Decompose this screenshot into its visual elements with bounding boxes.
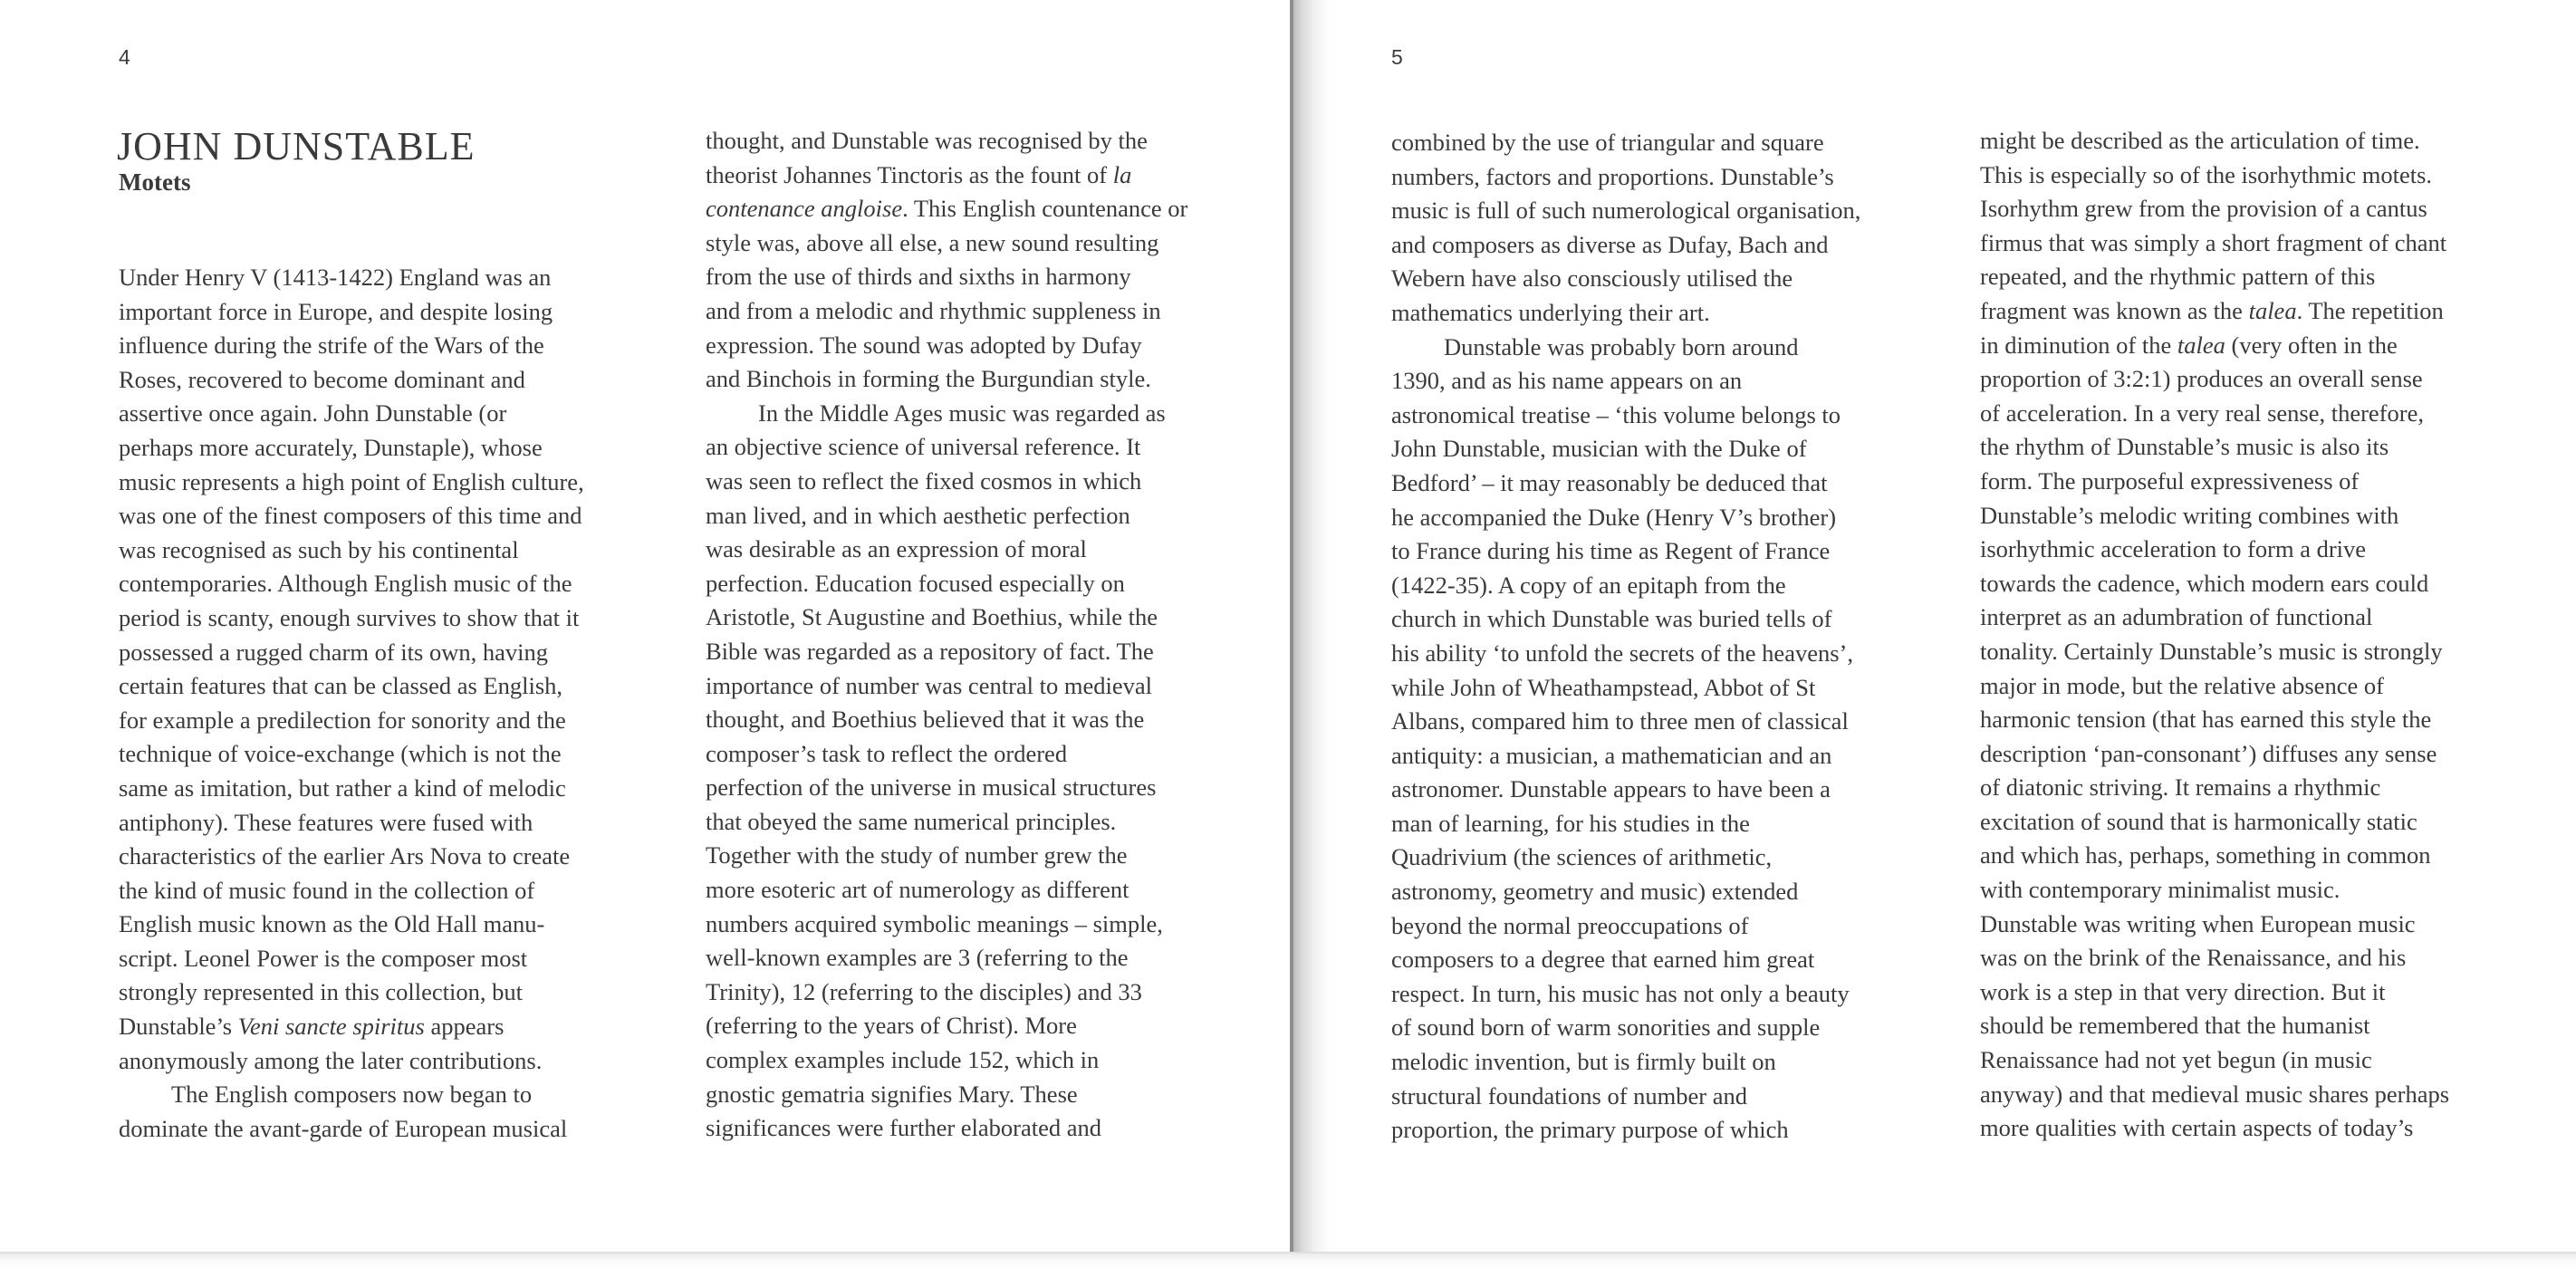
text-run: Bible was regarded as a repository of fact. The [706,637,1154,665]
text-run: respect. In turn, his music has not only a beauty [1391,979,1850,1007]
text-run: from the use of thirds and sixths in harmony [706,263,1131,291]
text-run: man of learning, for his studies in the [1391,809,1750,837]
text-line [706,465,1213,499]
text-run: The English composers now began to [171,1081,533,1109]
text-line [119,329,626,363]
text-run: perfection of the universe in musical structures [706,773,1157,802]
text-line [119,704,626,738]
text-run: astronomy, geometry and music) extended [1391,878,1799,906]
text-line [1391,671,1898,706]
text-line [119,975,626,1010]
text-line [1391,909,1898,944]
text-run: 1390, and as his name appears on an [1391,367,1743,395]
text-run: of sound born of warm sonorities and supple [1391,1013,1821,1042]
text-run: importance of number was central to medieval [706,671,1153,699]
text-line [1391,569,1898,603]
text-line [706,329,1213,363]
text-run: should be remembered that the humanist [1980,1012,2370,1040]
text-run: firmus that was simply a short fragment of chant [1980,228,2447,256]
text-line [119,1112,626,1147]
text-line [119,261,626,295]
text-run: music is full of such numerological organisation, [1391,197,1861,225]
text-line [119,1044,626,1079]
text-line [1391,977,1898,1012]
text-line [706,941,1213,975]
text-column-3 [1391,126,1898,1148]
text-run: antiquity: a musician, a mathematician and an [1391,741,1832,769]
text-line [1980,635,2487,669]
text-run: (1422-35). A copy of an epitaph from the [1391,571,1786,599]
text-line [119,772,626,806]
text-run: appears [424,1013,505,1041]
text-line [1391,875,1898,909]
text-run: was on the brink of the Renaissance, and his [1980,944,2407,972]
text-line [119,636,626,670]
text-line [1391,1045,1898,1080]
text-line [119,840,626,874]
text-run: certain features that can be classed as English, [119,672,563,700]
text-line [119,363,626,398]
text-line [706,533,1213,567]
text-line [706,908,1213,942]
text-line [1391,160,1898,195]
text-line [119,295,626,330]
text-column-1 [119,261,626,1146]
text-run: interpret as an adumbration of functional [1980,603,2373,631]
text-run: with contemporary minimalist music. [1980,876,2341,904]
text-run: he accompanied the Duke (Henry V’s brother) [1391,503,1837,531]
text-run: man lived, and in which aesthetic perfection [706,501,1130,529]
text-run: the rhythm of Dunstable’s music is also its [1980,433,2389,461]
text-run: beyond the normal preoccupations of [1391,911,1749,939]
text-run: Webern have also consciously utilised the [1391,264,1793,293]
text-run: more esoteric art of numerology as different [706,876,1129,904]
text-line [119,533,626,568]
italic-text: talea [2248,296,2297,324]
text-line [1391,296,1898,331]
text-line [1980,465,2487,499]
text-run: gnostic gematria signifies Mary. These [706,1080,1078,1108]
text-line [1391,739,1898,773]
text-run: influence during the strife of the Wars of the [119,331,544,360]
text-line [1980,908,2487,942]
text-line [1980,873,2487,908]
text-run: church in which Dunstable was buried tells of [1391,605,1832,633]
text-line [1391,262,1898,296]
text-line [119,806,626,841]
text-line [1391,126,1898,160]
text-line [119,466,626,500]
text-line [1980,192,2487,226]
text-run: perhaps more accurately, Dunstaple), whose [119,433,543,461]
text-run: work is a step in that very direction. But it [1980,977,2386,1005]
text-run: structural foundations of number and [1391,1081,1747,1110]
text-run: assertive once again. John Dunstable (or [119,399,507,427]
text-run: (very often in the [2225,331,2398,359]
text-line [1980,567,2487,601]
text-run: of acceleration. In a very real sense, therefore, [1980,399,2424,427]
page-bottom-edge [0,1252,2576,1268]
text-line [1391,466,1898,501]
text-run: perfection. Education focused especially on [706,569,1125,597]
text-line [1980,1009,2487,1043]
text-line [706,669,1213,704]
text-line [1980,260,2487,294]
text-line [706,294,1213,329]
text-run: Quadrivium (the sciences of arithmetic, [1391,843,1773,871]
text-line [1980,1078,2487,1112]
text-run: proportion, the primary purpose of which [1391,1116,1789,1144]
text-line [1980,362,2487,397]
text-line [1391,773,1898,807]
text-line [1391,705,1898,739]
text-line [119,1010,626,1044]
text-run: anyway) and that medieval music shares perhaps [1980,1080,2450,1108]
text-run: form. The purposeful expressiveness of [1980,466,2360,495]
text-run: Aristotle, St Augustine and Boethius, while the [706,603,1158,631]
text-run: . The repetition [2296,296,2444,324]
text-line [119,942,626,976]
text-run: well-known examples are 3 (referring to the [706,944,1129,972]
text-run: dominate the avant-garde of European musical [119,1114,568,1142]
text-line [1980,430,2487,465]
text-line [1980,737,2487,772]
text-run: tonality. Certainly Dunstable’s music is strongly [1980,637,2443,665]
text-run: repeated, and the rhythmic pattern of this [1980,263,2376,291]
text-line [706,1009,1213,1043]
text-run: Bedford’ – it may reasonably be deduced that [1391,468,1828,496]
text-run: of diatonic striving. It remains a rhythmic [1980,773,2381,802]
text-line [1980,941,2487,975]
text-run: was one of the finest composers of this time and [119,502,582,530]
page-number: 4 [119,45,130,69]
text-run: characteristics of the earlier Ars Nova to create [119,842,571,870]
text-line [1391,364,1898,399]
italic-text: la [1112,160,1132,188]
text-line [119,499,626,533]
italic-text: Veni sancte spiritus [237,1013,425,1041]
text-run: Under Henry V (1413-1422) England was an [119,264,552,291]
text-run: and Binchois in forming the Burgundian style. [706,365,1151,393]
page-number: 5 [1391,45,1403,69]
text-line [706,260,1213,294]
text-line [119,737,626,772]
italic-text: talea [2177,331,2225,359]
text-line [1980,771,2487,805]
text-line [706,1111,1213,1146]
text-run: . This English countenance or [902,195,1188,223]
text-line [706,158,1213,193]
text-line [706,635,1213,669]
text-run: Dunstable’s [119,1013,238,1041]
text-line [1391,399,1898,433]
text-run: Isorhythm grew from the provision of a cantus [1980,195,2427,223]
text-run: thought, and Boethius believed that it was the [706,706,1145,734]
article-subtitle: Motets [119,168,191,196]
text-run: Together with the study of number grew the [706,841,1128,869]
text-line [1980,805,2487,840]
text-run: Dunstable was writing when European music [1980,909,2416,937]
text-run: complex examples include 152, which in [706,1046,1100,1074]
text-line [1980,329,2487,363]
text-line [119,397,626,431]
text-run: major in mode, but the relative absence of [1980,671,2384,699]
text-line [706,771,1213,805]
text-line [1980,226,2487,261]
text-line [1391,602,1898,637]
text-line [1980,669,2487,704]
text-run: Dunstable was probably born around [1444,332,1799,360]
text-line [1980,1043,2487,1078]
text-run: was seen to reflect the fixed cosmos in which [706,466,1142,495]
text-line [119,908,626,942]
article-title: JOHN DUNSTABLE [117,124,476,168]
text-run: antiphony). These features were fused with [119,808,533,836]
text-line [1391,194,1898,228]
text-run: Trinity), 12 (referring to the disciples) and 33 [706,977,1142,1005]
text-run: technique of voice-exchange (which is not the [119,740,562,768]
text-run: Dunstable’s melodic writing combines with [1980,501,2399,529]
text-line [1391,637,1898,671]
text-line [706,124,1213,158]
text-run: and composers as diverse as Dufay, Bach and [1391,230,1829,258]
text-line [1391,432,1898,466]
text-run: composers to a degree that earned him great [1391,946,1815,974]
text-run: Roses, recovered to become dominant and [119,365,525,393]
text-line [706,430,1213,465]
text-line [706,600,1213,635]
text-line [706,499,1213,533]
text-line [706,737,1213,772]
text-line [1980,124,2487,158]
text-line [706,839,1213,873]
text-run: that obeyed the same numerical principles. [706,807,1117,835]
text-run: mathematics underlying their art. [1391,298,1710,326]
text-line [706,567,1213,601]
text-line [706,703,1213,737]
text-run: script. Leonel Power is the composer most [119,944,528,972]
text-run: description ‘pan-consonant’) diffuses any sense [1980,739,2437,767]
text-line [706,192,1213,226]
text-run: music represents a high point of English culture, [119,467,584,495]
text-line [1980,158,2487,193]
text-run: towards the cadence, which modern ears could [1980,569,2429,597]
text-run: the kind of music found in the collection of [119,876,535,904]
text-line [1980,499,2487,533]
text-run: anonymously among the later contributions. [119,1046,543,1074]
text-column-2 [706,124,1213,1146]
text-line [706,1043,1213,1078]
text-line [706,873,1213,908]
text-line [1391,1011,1898,1045]
text-run: might be described as the articulation of time. [1980,127,2420,154]
text-run: his ability ‘to unfold the secrets of the heavens’, [1391,639,1853,667]
text-line [1391,331,1898,365]
text-line [706,397,1213,431]
text-run: was desirable as an expression of moral [706,535,1087,563]
text-line [1391,943,1898,977]
text-run: possessed a rugged charm of its own, having [119,638,548,666]
text-line [1391,1113,1898,1148]
text-column-4 [1980,124,2487,1146]
text-line [706,805,1213,840]
book-spine [1290,0,1293,1254]
text-run: numbers acquired symbolic meanings – simple, [706,909,1163,937]
text-run: in diminution of the [1980,331,2177,359]
text-line [1391,228,1898,263]
text-run: more qualities with certain aspects of today’s [1980,1114,2414,1142]
text-line [706,226,1213,261]
text-run: and from a melodic and rhythmic suppleness in [706,296,1161,324]
left-page [0,0,1290,1254]
text-run: important force in Europe, and despite losing [119,297,553,325]
text-run: excitation of sound that is harmonically static [1980,807,2417,835]
text-run: theorist Johannes Tinctoris as the fount of [706,160,1113,188]
text-line [1391,501,1898,535]
text-run: expression. The sound was adopted by Dufay [706,331,1142,359]
spine-shadow [1293,0,1330,1254]
text-line [1980,839,2487,873]
text-line [706,1078,1213,1112]
text-line [119,669,626,704]
text-run: proportion of 3:2:1) produces an overall sense [1980,365,2423,393]
text-run: significances were further elaborated and [706,1114,1102,1142]
right-page [1290,0,2576,1254]
text-run: English music known as the Old Hall manu- [119,910,545,938]
text-run: for example a predilection for sonority and the [119,706,566,734]
text-line [1980,294,2487,329]
text-line [1391,1080,1898,1114]
text-run: same as imitation, but rather a kind of melodic [119,773,566,802]
text-line [706,975,1213,1010]
text-run: John Dunstable, musician with the Duke of [1391,435,1807,463]
text-run: This is especially so of the isorhythmic motets. [1980,160,2433,188]
text-run: an objective science of universal reference. It [706,433,1141,461]
text-line [1980,975,2487,1010]
text-run: isorhythmic acceleration to form a drive [1980,535,2367,563]
text-line [1391,534,1898,569]
text-line [706,362,1213,397]
text-run: composer’s task to reflect the ordered [706,739,1068,767]
text-line [1980,533,2487,567]
text-run: strongly represented in this collection, but [119,978,523,1006]
text-run: combined by the use of triangular and square [1391,129,1824,156]
text-run: fragment was known as the [1980,296,2249,324]
text-run: astronomical treatise – ‘this volume belongs to [1391,400,1841,428]
text-line [1391,807,1898,841]
text-run: astronomer. Dunstable appears to have been a [1391,775,1831,803]
text-line [119,874,626,908]
text-run: to France during his time as Regent of France [1391,537,1831,565]
text-run: while John of Wheathampstead, Abbot of St [1391,673,1816,701]
italic-text: contenance angloise [706,195,903,223]
text-run: harmonic tension (that has earned this style the [1980,706,2432,734]
text-line [119,431,626,466]
text-line [1980,703,2487,737]
text-run: contemporaries. Although English music of the [119,570,572,598]
text-run: thought, and Dunstable was recognised by the [706,127,1148,154]
text-line [1391,841,1898,875]
text-run: period is scanty, enough survives to show that it [119,603,580,631]
text-line [119,567,626,601]
text-line [1980,1111,2487,1146]
text-run: Renaissance had not yet begun (in music [1980,1046,2372,1074]
text-run: was recognised as such by his continental [119,535,519,563]
text-line [1980,600,2487,635]
text-run: style was, above all else, a new sound resulting [706,228,1159,256]
text-run: melodic invention, but is firmly built on [1391,1048,1776,1076]
text-run: (referring to the years of Christ). More [706,1012,1077,1040]
text-run: numbers, factors and proportions. Dunstable’s [1391,162,1834,190]
text-run: Albans, compared him to three men of classical [1391,707,1849,735]
text-line [1980,397,2487,431]
text-run: and which has, perhaps, something in common [1980,841,2431,869]
text-run: In the Middle Ages music was regarded as [758,399,1166,427]
text-line [119,601,626,636]
text-line [119,1078,626,1112]
